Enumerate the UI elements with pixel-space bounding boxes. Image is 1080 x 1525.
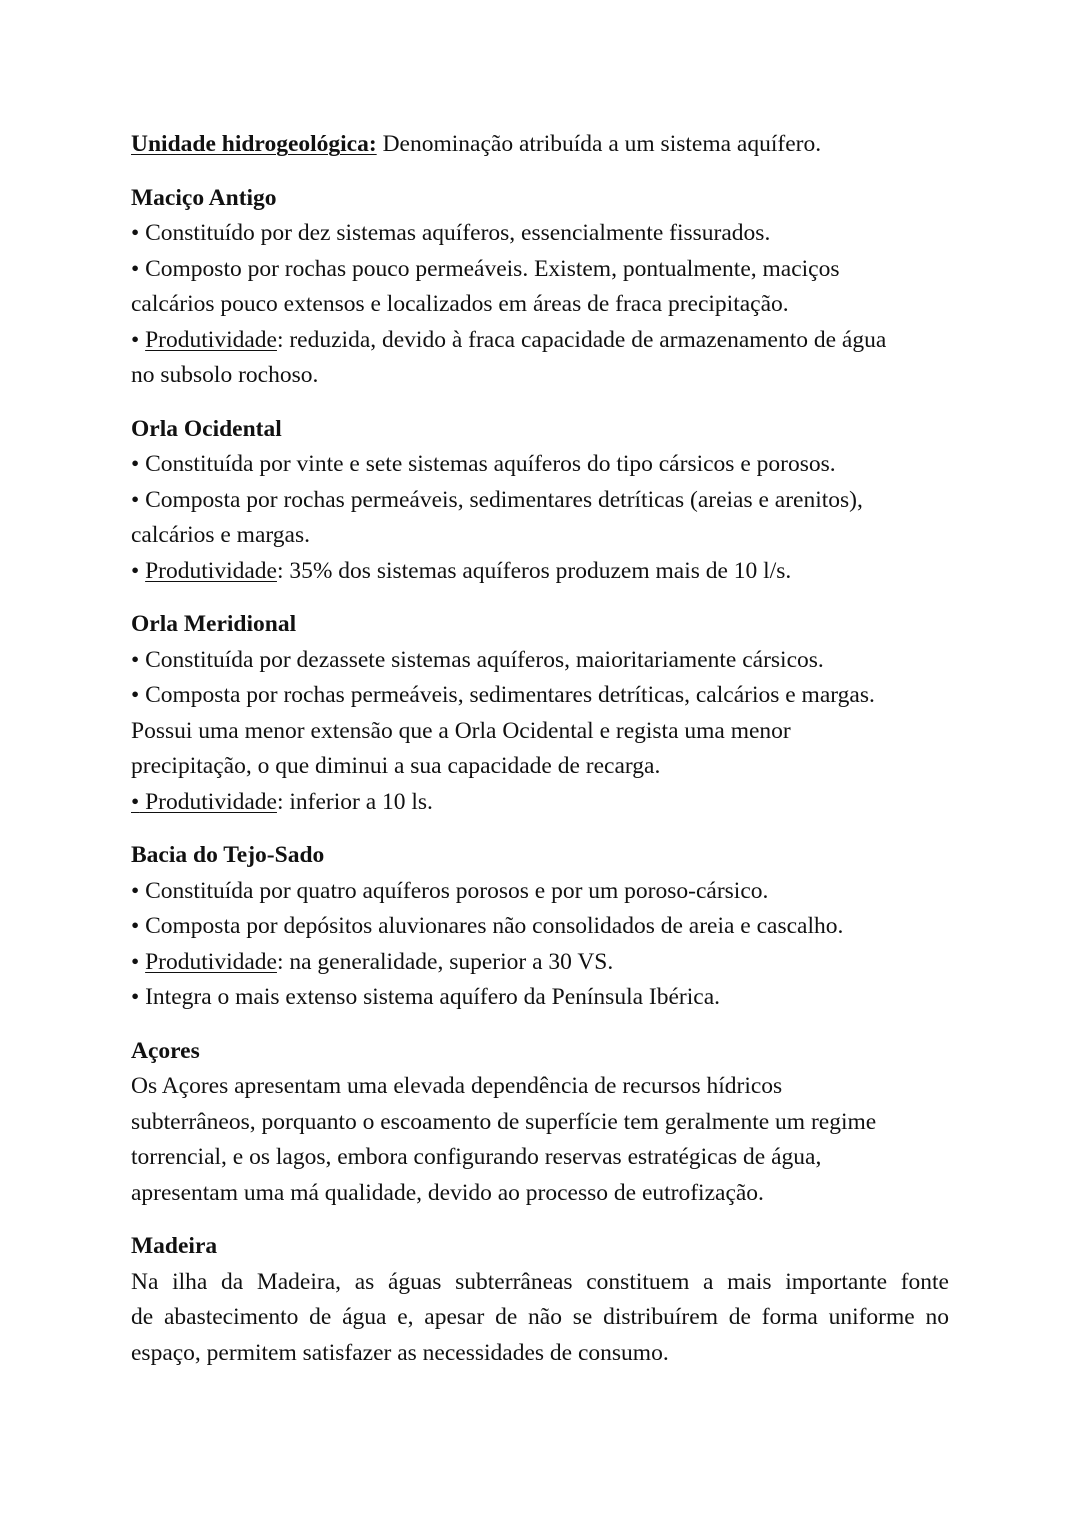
productivity-text: : na generalidade, superior a 30 VS. bbox=[276, 948, 614, 975]
paragraph-line: Os Açores apresentam uma elevada dependência de recursos hídricos bbox=[131, 1073, 783, 1099]
productivity-text: : 35% dos sistemas aquíferos produzem mais de 10 l/s. bbox=[276, 557, 792, 584]
section-macico-antigo bbox=[131, 181, 951, 394]
paragraph-line: espaço, permitem satisfazer as necessidades de consumo. bbox=[131, 1339, 669, 1366]
section-orla-ocidental bbox=[131, 412, 951, 590]
bullet: • bbox=[131, 948, 146, 975]
definition bbox=[131, 127, 951, 163]
bullet-line: • Composta por rochas permeáveis, sedimentares detríticas (areias e arenitos), bbox=[131, 486, 863, 513]
bullet-line: • Composta por rochas permeáveis, sedimentares detríticas, calcários e margas. bbox=[131, 682, 875, 708]
section-title: Orla Ocidental bbox=[131, 415, 282, 442]
paragraph-line: apresentam uma má qualidade, devido ao processo de eutrofização. bbox=[131, 1179, 764, 1206]
paragraph-line: subterrâneos, porquanto o escoamento de superfície tem geralmente um regime bbox=[131, 1108, 877, 1135]
bullet: • bbox=[131, 326, 146, 353]
section-acores bbox=[131, 1034, 951, 1212]
productivity-line bbox=[131, 323, 951, 359]
section-title: Orla Meridional bbox=[131, 611, 297, 637]
section-title: Madeira bbox=[131, 1233, 218, 1259]
productivity-label: Produtividade bbox=[145, 948, 277, 975]
bullet-line: • Composto por rochas pouco permeáveis. Existem, pontualmente, maciços bbox=[131, 255, 840, 282]
bullet-line: • Constituída por dezassete sistemas aquíferos, maioritariamente cársicos. bbox=[131, 646, 824, 673]
bullet: • bbox=[131, 557, 146, 584]
bullet-line: • Constituída por vinte e sete sistemas aquíferos do tipo cársicos e porosos. bbox=[131, 451, 836, 477]
section-bacia-tejo-sado bbox=[131, 838, 951, 1016]
text-line: Possui uma menor extensão que a Orla Ocidental e regista uma menor bbox=[131, 717, 791, 744]
productivity-line bbox=[131, 554, 951, 590]
productivity-text: : inferior a 10 ls. bbox=[276, 788, 433, 815]
section-title: Bacia do Tejo-Sado bbox=[131, 842, 325, 868]
bullet: • bbox=[131, 788, 140, 815]
bullet-line: • Composta por depósitos aluvionares não consolidados de areia e cascalho. bbox=[131, 913, 844, 939]
paragraph-line: de abastecimento de água e, apesar de não se distribuírem de forma uniforme no bbox=[131, 1304, 949, 1330]
section-title: Açores bbox=[131, 1037, 200, 1064]
bullet-line: • Constituída por quatro aquíferos porosos e por um poroso-cársico. bbox=[131, 877, 769, 904]
paragraph-line: torrencial, e os lagos, embora configurando reservas estratégicas de água, bbox=[131, 1144, 822, 1170]
definition-line bbox=[131, 127, 951, 163]
section-orla-meridional bbox=[131, 607, 951, 820]
text-line: calcários e margas. bbox=[131, 522, 310, 548]
definition-text: Denominação atribuída a um sistema aquífero. bbox=[376, 131, 822, 157]
section-madeira bbox=[131, 1229, 951, 1371]
text-line: precipitação, o que diminui a sua capacidade de recarga. bbox=[131, 753, 661, 779]
bullet-line: • Constituído por dez sistemas aquíferos, essencialmente fissurados. bbox=[131, 220, 771, 246]
productivity-line bbox=[131, 785, 951, 821]
definition-term: Unidade hidrogeológica: bbox=[131, 131, 377, 157]
productivity-text: : reduzida, devido à fraca capacidade de armazenamento de água bbox=[276, 326, 887, 353]
productivity-line bbox=[131, 945, 951, 981]
productivity-label: Produtividade bbox=[145, 557, 277, 584]
productivity-label: Produtividade bbox=[139, 788, 277, 815]
document-page bbox=[131, 127, 951, 1371]
paragraph-line: Na ilha da Madeira, as águas subterrâneas constituem a mais importante fonte bbox=[131, 1268, 949, 1295]
bullet-line: • Integra o mais extenso sistema aquífero da Península Ibérica. bbox=[131, 984, 721, 1010]
text-line: no subsolo rochoso. bbox=[131, 362, 319, 388]
productivity-label: Produtividade bbox=[145, 326, 277, 353]
section-title: Maciço Antigo bbox=[131, 184, 277, 211]
text-line: calcários pouco extensos e localizados em áreas de fraca precipitação. bbox=[131, 291, 789, 317]
productivity-prefix bbox=[131, 789, 277, 815]
